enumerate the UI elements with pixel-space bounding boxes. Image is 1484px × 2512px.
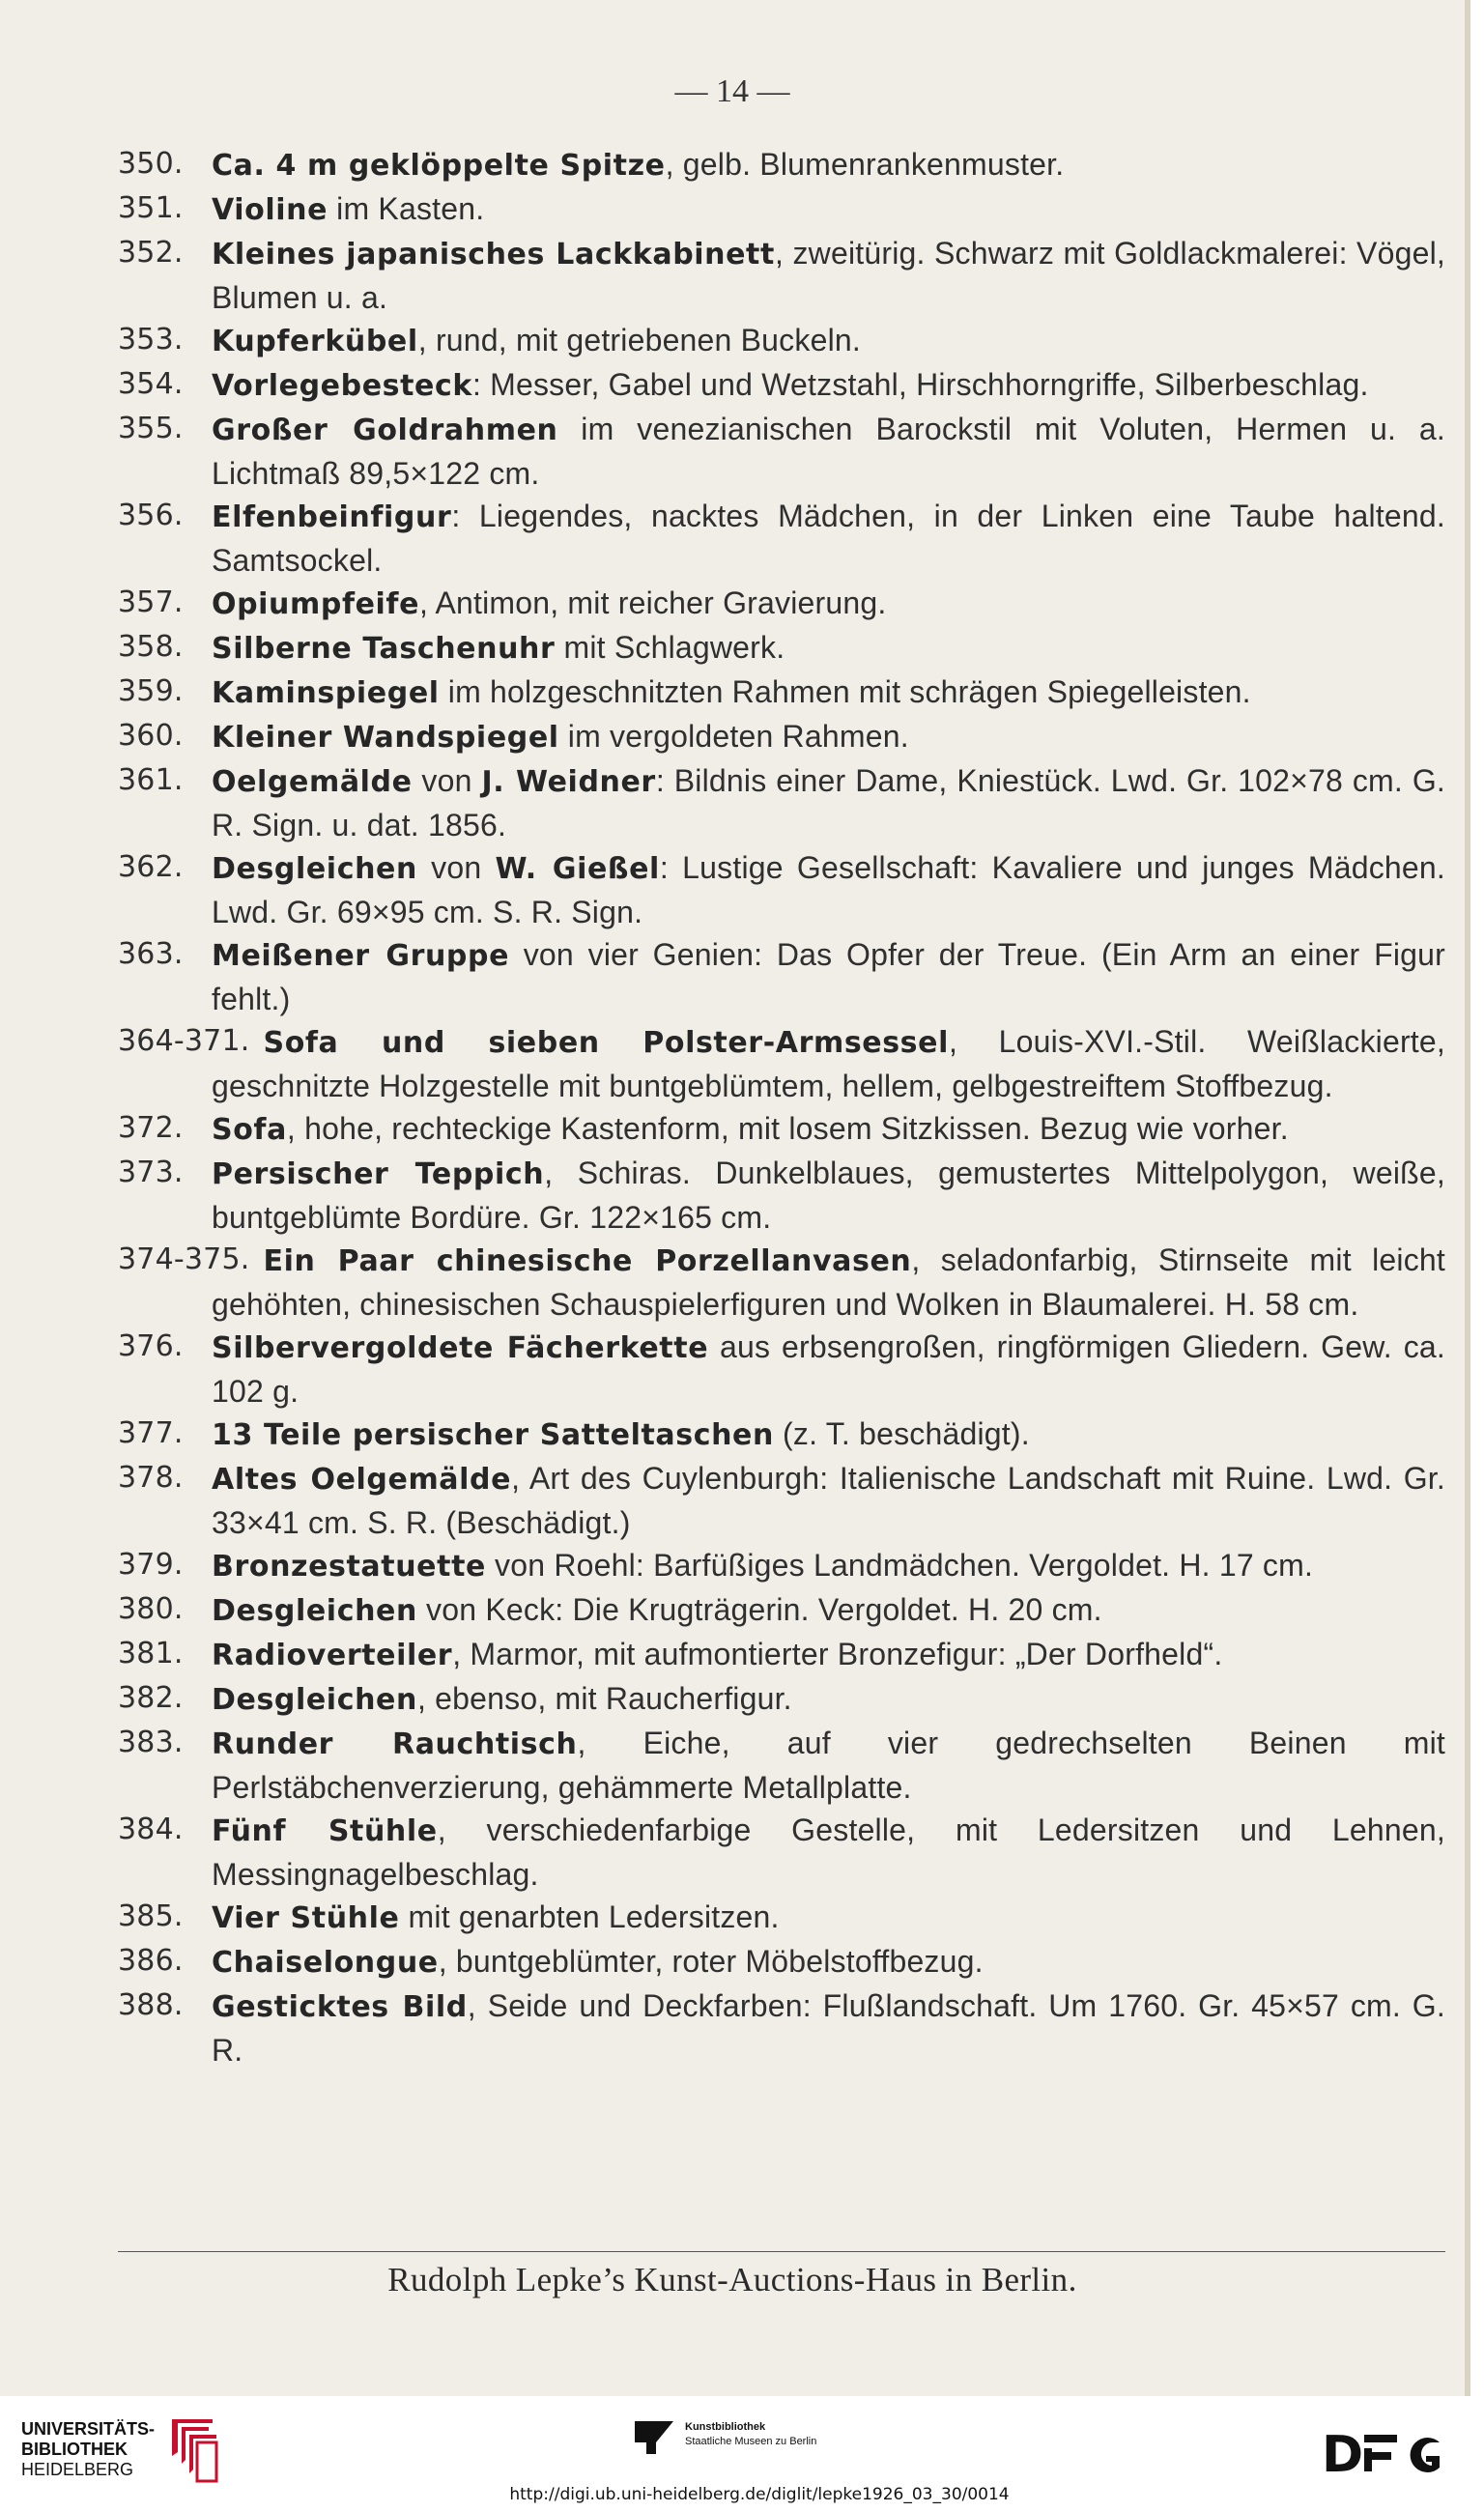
entry-title: Gesticktes Bild — [212, 1990, 468, 2024]
entry-description: , Antimon, mit reicher Gravierung. — [419, 585, 887, 620]
entry-description: : Messer, Gabel und Wetzstahl, Hirschhorngriffe, Silberbeschlag. — [471, 367, 1369, 402]
entry-body — [212, 582, 1445, 626]
entry-title: Bronzestatuette — [212, 1550, 486, 1584]
uni-line-2: BIBLIOTHEK — [21, 2439, 128, 2459]
entry-body — [212, 495, 1445, 582]
entry-description: , Eiche, auf vier gedrechselten Beinen mit Perlstäbchenverzierung, gehämmerte Metallplatte. — [212, 1726, 1445, 1805]
entry-body — [212, 1107, 1445, 1152]
entry-body — [212, 1544, 1445, 1588]
entry-body — [212, 232, 1445, 319]
entry-title: Vier Stühle — [212, 1901, 400, 1935]
catalog-entry — [118, 1152, 1445, 1239]
entry-title: Vorlegebesteck — [212, 369, 472, 403]
kb-line-2: Staatliche Museen zu Berlin — [685, 2436, 817, 2447]
entry-description: , zweitürig. Schwarz mit Goldlackmalerei: Vögel, Blumen u. a. — [212, 236, 1445, 315]
entry-description: im Kasten. — [328, 191, 485, 226]
entry-body — [212, 933, 1445, 1020]
entry-description: , Schiras. Dunkelblaues, gemustertes Mittelpolygon, weiße, buntgeblümte Bordüre. Gr. 122×165 cm. — [212, 1156, 1445, 1235]
kunstbibliothek-text — [685, 2420, 816, 2449]
entry-number: 356. — [118, 499, 184, 532]
entry-body — [212, 1413, 1445, 1457]
entry-number: 357. — [118, 585, 184, 619]
entry-title: Persischer Teppich — [212, 1157, 545, 1191]
catalog-entry — [118, 495, 1445, 582]
entry-description: (z. T. beschädigt). — [773, 1416, 1030, 1451]
entry-description: von — [416, 850, 496, 885]
entry-body — [212, 143, 1445, 187]
entry-body — [118, 1020, 1445, 1107]
entry-body — [212, 1940, 1445, 1984]
entry-description: , ebenso, mit Raucherfigur. — [416, 1681, 792, 1716]
entry-number: 359. — [118, 674, 184, 708]
catalog-entry — [118, 1413, 1445, 1457]
entry-body — [212, 1633, 1445, 1677]
entry-title: Desgleichen — [212, 852, 417, 886]
entry-number: 364-371. — [118, 1024, 250, 1058]
heidelberg-library-logo[interactable] — [21, 2413, 220, 2485]
catalog-entry — [118, 1940, 1445, 1984]
entry-title: Altes Oelgemälde — [212, 1463, 512, 1497]
entry-description: , Marmor, mit aufmontierter Bronzefigur: „Der Dorfheld“. — [452, 1637, 1223, 1671]
entry-description: , Seide und Deckfarben: Flußlandschaft. Um 1760. Gr. 45×57 cm. G. R. — [212, 1988, 1445, 2068]
catalog-entry — [118, 1239, 1445, 1326]
entry-description: , Art des Cuylenburgh: Italienische Landschaft mit Ruine. Lwd. Gr. 33×41 cm. S. R. (Beschädigt.) — [212, 1461, 1445, 1540]
entry-body — [212, 1457, 1445, 1544]
entry-title: Elfenbeinfigur — [212, 500, 452, 534]
entry-description: : Liegendes, nacktes Mädchen, in der Linken eine Taube haltend. Samtsockel. — [212, 499, 1445, 578]
entry-number: 384. — [118, 1813, 184, 1846]
catalog-entry — [118, 232, 1445, 319]
catalog-entry — [118, 1326, 1445, 1413]
page-number: — 14 — — [674, 73, 790, 109]
kunstbibliothek-logo[interactable] — [633, 2413, 816, 2456]
entry-number: 363. — [118, 937, 184, 971]
entry-body — [212, 759, 1445, 846]
entry-number: 372. — [118, 1111, 184, 1145]
entry-number: 374-375. — [118, 1242, 250, 1276]
catalog-entries — [118, 143, 1445, 2071]
entry-number: 354. — [118, 367, 184, 401]
entry-title: Meißener Gruppe — [212, 939, 510, 973]
entry-description: , gelb. Blumenrankenmuster. — [665, 147, 1065, 182]
uni-line-3: HEIDELBERG — [21, 2459, 134, 2479]
entry-number: 377. — [118, 1416, 184, 1450]
entry-description: , verschiedenfarbige Gestelle, mit Ledersitzen und Lehnen, Messingnagelbeschlag. — [212, 1813, 1445, 1892]
entry-body — [212, 1326, 1445, 1413]
entry-description: im holzgeschnitzten Rahmen mit schrägen Spiegelleisten. — [439, 674, 1251, 709]
entry-description: von vier Genien: Das Opfer der Treue. (Ein Arm an einer Figur fehlt.) — [212, 937, 1445, 1016]
entry-description: im venezianischen Barockstil mit Voluten, Hermen u. a. Lichtmaß 89,5×122 cm. — [212, 412, 1446, 491]
entry-body — [212, 363, 1445, 408]
entry-title: Kupferkübel — [212, 325, 418, 358]
entry-title: Kaminspiegel — [212, 676, 440, 710]
catalog-entry — [118, 1544, 1445, 1588]
entry-body — [212, 1152, 1445, 1239]
entry-number: 378. — [118, 1461, 184, 1495]
heidelberg-emblem-icon — [164, 2413, 220, 2485]
entry-number: 358. — [118, 630, 184, 664]
entry-description: aus erbsengroßen, ringförmigen Gliedern. Gew. ca. 102 g. — [212, 1329, 1446, 1409]
publisher-footer: Rudolph Lepke’s Kunst-Auctions-Haus in Berlin. — [387, 2261, 1077, 2298]
uni-logo-text — [21, 2419, 155, 2480]
entry-number: 380. — [118, 1592, 184, 1626]
entry-description: von Roehl: Barfüßiges Landmädchen. Vergoldet. H. 17 cm. — [485, 1548, 1314, 1583]
entry-title: 13 Teile persischer Satteltaschen — [212, 1418, 774, 1452]
catalog-entry — [118, 715, 1445, 759]
entry-description: , Louis-XVI.-Stil. Weißlackierte, geschnitzte Holzgestelle mit buntgeblümtem, hellem, gelbgestreiftem Stoffbezug. — [212, 1024, 1445, 1103]
catalog-entry — [118, 363, 1445, 408]
entry-title: Radioverteiler — [212, 1639, 453, 1672]
entry-number: 386. — [118, 1944, 184, 1978]
catalog-entry — [118, 846, 1445, 933]
entry-title: Violine — [212, 193, 328, 227]
catalog-entry — [118, 933, 1445, 1020]
entry-number: 383. — [118, 1726, 184, 1759]
catalog-entry — [118, 187, 1445, 232]
entry-description: mit genarbten Ledersitzen. — [399, 1899, 780, 1934]
entry-number: 362. — [118, 850, 184, 884]
entry-title: Großer Goldrahmen — [212, 414, 558, 447]
entry-number: 361. — [118, 763, 184, 797]
catalog-entry — [118, 1588, 1445, 1633]
catalog-entry — [118, 582, 1445, 626]
uni-line-1: UNIVERSITÄTS- — [21, 2418, 156, 2439]
entry-title: Sofa und sieben Polster-Armsessel — [263, 1026, 949, 1060]
entry-title: Desgleichen — [212, 1594, 417, 1628]
entry-title: Chaiselongue — [212, 1946, 439, 1980]
catalog-entry — [118, 671, 1445, 715]
entry-number: 352. — [118, 236, 184, 270]
catalog-entry — [118, 759, 1445, 846]
catalog-entry — [118, 1020, 1445, 1107]
entry-number: 382. — [118, 1681, 184, 1715]
catalog-entry — [118, 143, 1445, 187]
catalog-entry — [118, 1809, 1445, 1896]
entry-description: mit Schlagwerk. — [555, 630, 785, 665]
catalog-entry — [118, 1896, 1445, 1940]
entry-title: Desgleichen — [212, 1683, 417, 1717]
catalog-entry — [118, 408, 1445, 495]
entry-title: Ca. 4 m geklöppelte Spitze — [212, 149, 666, 183]
catalog-entry — [118, 1722, 1445, 1809]
entry-body — [212, 715, 1445, 759]
entry-number: 350. — [118, 147, 184, 181]
entry-number: 379. — [118, 1548, 184, 1582]
entry-title: Sofa — [212, 1113, 287, 1147]
entry-title: Opiumpfeife — [212, 587, 420, 621]
entry-title: Oelgemälde — [212, 765, 413, 799]
entry-body — [212, 671, 1445, 715]
footer-rule — [118, 2251, 1445, 2252]
entry-description-continued: : Bildnis einer Dame, Kniestück. Lwd. Gr. 102×78 cm. G. R. Sign. u. dat. 1856. — [212, 763, 1445, 842]
entry-description: von Keck: Die Krugträgerin. Vergoldet. H. 20 cm. — [416, 1592, 1102, 1627]
entry-description: von — [412, 763, 482, 798]
entry-number: 388. — [118, 1988, 184, 2022]
entry-number: 351. — [118, 191, 184, 225]
catalog-entry — [118, 1677, 1445, 1722]
entry-body — [212, 408, 1445, 495]
entry-body — [212, 187, 1445, 232]
entry-number: 360. — [118, 719, 184, 753]
catalog-entry — [118, 1984, 1445, 2071]
entry-title: Kleines japanisches Lackkabinett — [212, 238, 775, 271]
entry-description-continued: : Lustige Gesellschaft: Kavaliere und junges Mädchen. Lwd. Gr. 69×95 cm. S. R. Sign. — [212, 850, 1445, 929]
entry-description: , seladonfarbig, Stirnseite mit leicht gehöhten, chinesischen Schauspielerfiguren und Wolken in Blaumalerei. H. 58 cm. — [212, 1242, 1445, 1322]
catalog-entry — [118, 319, 1445, 363]
kunstbibliothek-emblem-icon — [633, 2413, 675, 2456]
entry-number: 381. — [118, 1637, 184, 1670]
entry-body — [212, 1722, 1445, 1809]
entry-title: Silberne Taschenuhr — [212, 632, 556, 666]
entry-title: Ein Paar chinesische Porzellanvasen — [263, 1244, 912, 1278]
entry-number: 373. — [118, 1156, 184, 1189]
entry-body — [212, 1677, 1445, 1722]
entry-artist: J. Weidner — [481, 765, 656, 799]
entry-number: 385. — [118, 1899, 184, 1933]
entry-body — [212, 1809, 1445, 1896]
entry-body — [212, 1896, 1445, 1940]
entry-number: 353. — [118, 323, 184, 357]
entry-body — [118, 1239, 1445, 1326]
entry-body — [212, 846, 1445, 933]
catalog-entry — [118, 626, 1445, 671]
entry-description: , rund, mit getriebenen Buckeln. — [417, 323, 861, 357]
viewer-footer-bar — [0, 2396, 1484, 2512]
entry-title: Runder Rauchtisch — [212, 1727, 578, 1761]
entry-title: Fünf Stühle — [212, 1814, 438, 1848]
permalink-url[interactable]: http://digi.ub.uni-heidelberg.de/diglit/lepke1926_03_30/0014 — [509, 2485, 1010, 2504]
catalog-entry — [118, 1457, 1445, 1544]
entry-artist: W. Gießel — [495, 852, 660, 886]
svg-text:D: D — [1322, 2429, 1362, 2475]
entry-number: 355. — [118, 412, 184, 445]
kb-line-1: Kunstbibliothek — [685, 2421, 766, 2433]
catalog-entry — [118, 1107, 1445, 1152]
entry-body — [212, 1984, 1445, 2071]
entry-description: , hohe, rechteckige Kastenform, mit losem Sitzkissen. Bezug wie vorher. — [286, 1111, 1289, 1146]
entry-title: Silbervergoldete Fächerkette — [212, 1331, 709, 1365]
entry-number: 376. — [118, 1329, 184, 1363]
entry-body — [212, 1588, 1445, 1633]
entry-description: , buntgeblümter, roter Möbelstoffbezug. — [438, 1944, 984, 1979]
entry-body — [212, 626, 1445, 671]
catalog-entry — [118, 1633, 1445, 1677]
entry-title: Kleiner Wandspiegel — [212, 721, 559, 755]
dfg-logo-icon[interactable] — [1322, 2429, 1465, 2475]
entry-description: im vergoldeten Rahmen. — [558, 719, 909, 754]
entry-body — [212, 319, 1445, 363]
